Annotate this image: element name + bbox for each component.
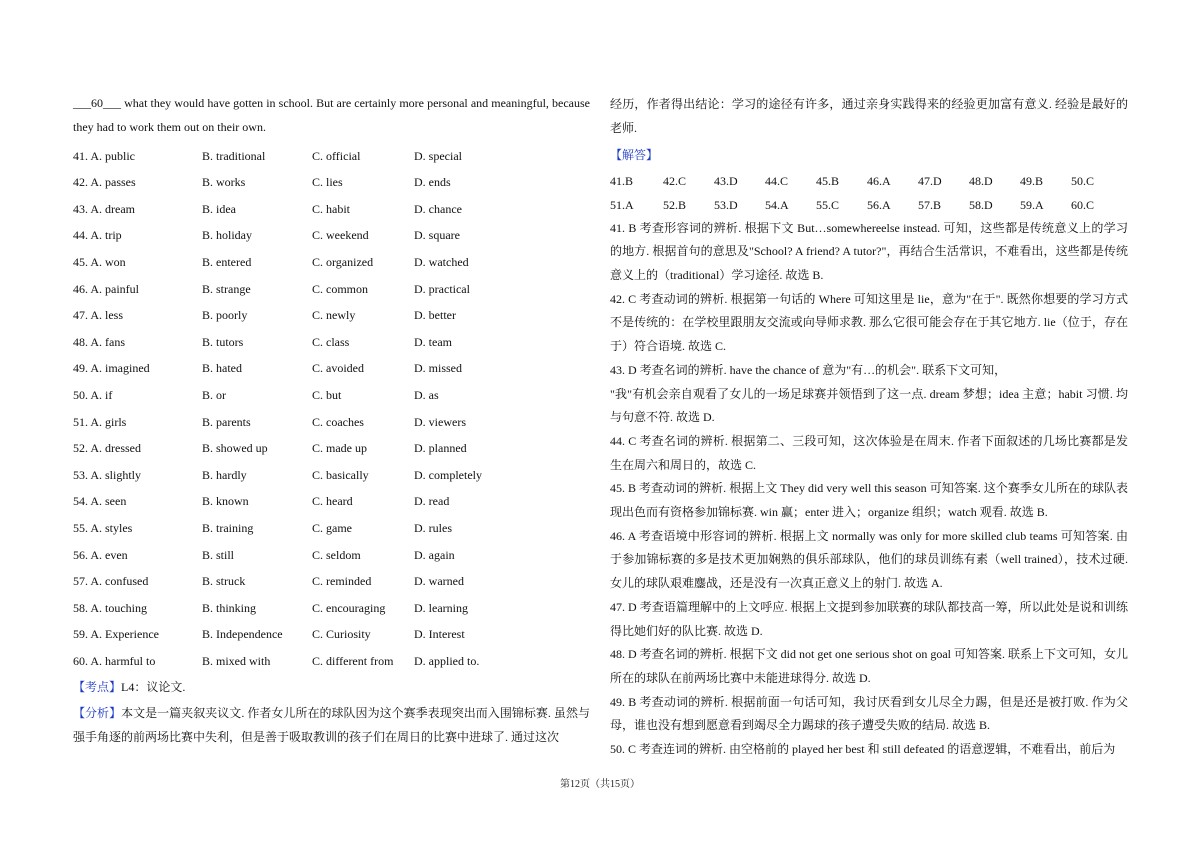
option-text: C. game	[312, 520, 352, 535]
question-row	[73, 595, 590, 622]
answer-item: 52.B	[663, 197, 687, 212]
option-text: A. harmful to	[90, 653, 156, 668]
option-c	[312, 222, 369, 249]
question-number: 47.	[73, 308, 88, 323]
question-options-list	[73, 143, 590, 675]
option-text: C. different from	[312, 653, 394, 668]
answer-item: 48.D	[969, 173, 993, 188]
fenxi-continued: 经历，作者得出结论：学习的途径有许多，通过亲身实践得来的经验更加富有意义. 经验是最好的老师.	[610, 97, 1128, 135]
option-a	[73, 382, 112, 409]
kaodian-tag: 【考点】	[73, 680, 122, 695]
option-c	[312, 355, 364, 382]
fenxi-tag: 【分析】	[73, 706, 122, 721]
option-text: A. imagined	[90, 361, 150, 376]
option-text: C. class	[312, 334, 350, 349]
option-text: B. parents	[202, 414, 251, 429]
answer-item: 56.A	[867, 197, 891, 212]
option-text: D. square	[414, 228, 460, 243]
option-text: B. mixed with	[202, 653, 271, 668]
option-d	[414, 382, 439, 409]
option-d	[414, 302, 456, 329]
option-b	[202, 488, 249, 515]
option-text: B. hardly	[202, 467, 247, 482]
option-text: C. made up	[312, 441, 367, 456]
option-text: D. special	[414, 148, 462, 163]
option-c	[312, 435, 367, 462]
question-row	[73, 196, 590, 223]
option-text: B. thinking	[202, 600, 257, 615]
option-c	[312, 542, 361, 569]
answer-item: 44.C	[765, 173, 789, 188]
answer-item: 60.C	[1071, 197, 1095, 212]
question-row	[73, 355, 590, 382]
option-a	[73, 196, 135, 223]
question-row	[73, 249, 590, 276]
option-text: D. Interest	[414, 627, 465, 642]
option-d	[414, 276, 470, 303]
option-a	[73, 276, 139, 303]
option-text: D. applied to.	[414, 653, 480, 668]
option-c	[312, 196, 350, 223]
option-c	[312, 462, 369, 489]
option-b	[202, 302, 247, 329]
option-text: C. Curiosity	[312, 627, 371, 642]
answer-item: 54.A	[765, 197, 789, 212]
option-text: B. strange	[202, 281, 251, 296]
option-text: A. if	[90, 387, 113, 402]
option-a	[73, 621, 159, 648]
explanation-paragraph: 50. C 考查连词的辨析. 由空格前的 played her best 和 still defeated 的语意逻辑，不难看出，前后为	[610, 742, 1116, 757]
option-d	[414, 435, 467, 462]
option-text: B. tutors	[202, 334, 244, 349]
option-text: D. planned	[414, 441, 467, 456]
question-row	[73, 435, 590, 462]
option-text: B. hated	[202, 361, 242, 376]
option-text: D. completely	[414, 467, 482, 482]
question-number: 58.	[73, 600, 88, 615]
option-c	[312, 648, 393, 675]
option-a	[73, 409, 126, 436]
question-row	[73, 568, 590, 595]
option-a	[73, 648, 155, 675]
answer-item: 53.D	[714, 197, 738, 212]
option-d	[414, 409, 466, 436]
option-c	[312, 169, 343, 196]
question-number: 55.	[73, 520, 88, 535]
option-text: B. showed up	[202, 441, 268, 456]
option-b	[202, 621, 283, 648]
option-b	[202, 222, 252, 249]
answer-item: 47.D	[918, 173, 942, 188]
answer-item: 43.D	[714, 173, 738, 188]
option-text: B. struck	[202, 574, 246, 589]
question-number: 51.	[73, 414, 88, 429]
option-c	[312, 276, 368, 303]
question-row	[73, 329, 590, 356]
option-text: D. chance	[414, 201, 462, 216]
option-text: A. less	[90, 308, 124, 323]
option-text: B. holiday	[202, 228, 252, 243]
option-text: A. confused	[90, 574, 149, 589]
option-text: D. learning	[414, 600, 468, 615]
option-b	[202, 648, 270, 675]
explanations-list	[610, 217, 1128, 762]
option-text: D. team	[414, 334, 452, 349]
option-text: D. again	[414, 547, 455, 562]
option-b	[202, 196, 236, 223]
question-number: 59.	[73, 627, 88, 642]
answer-item: 57.B	[918, 197, 942, 212]
option-text: C. basically	[312, 467, 369, 482]
option-text: C. lies	[312, 175, 343, 190]
question-row	[73, 542, 590, 569]
question-row	[73, 222, 590, 249]
option-b	[202, 462, 247, 489]
option-text: B. or	[202, 387, 226, 402]
question-row	[73, 276, 590, 303]
answer-item: 41.B	[610, 173, 634, 188]
question-row	[73, 382, 590, 409]
option-a	[73, 143, 135, 170]
question-number: 42.	[73, 175, 88, 190]
answers-row-2	[610, 193, 1128, 217]
option-text: D. practical	[414, 281, 470, 296]
question-number: 41.	[73, 148, 88, 163]
explanation-paragraph: 46. A 考查语境中形容词的辨析. 根据上文 normally was only for more skilled club teams 可知答案. 由于参加锦标赛的多是技术更加娴熟的俱乐部球队，他们的球员训练有素（well trained），技术过硬. 女儿的球队艰难鏖战，还是没有一次真正意义上的射门. 故选 A.	[610, 528, 1128, 591]
option-b	[202, 435, 268, 462]
answers-row-1	[610, 169, 1128, 193]
option-text: D. missed	[414, 361, 462, 376]
option-a	[73, 488, 126, 515]
question-row	[73, 409, 590, 436]
option-b	[202, 329, 243, 356]
option-text: D. viewers	[414, 414, 466, 429]
explanation-paragraph: 42. C 考查动词的辨析. 根据第一句话的 Where 可知这里是 lie，意为"在于". 既然你想要的学习方式不是传统的：在学校里跟朋友交流或向导师求教. 那么它很可能会存在于其它地方. lie（位于，存在于）符合语境. 故选 C.	[610, 291, 1128, 354]
passage-end: ___60___ what they would have gotten in school. But are certainly more personal and meaningful, because they had to work them out on their own.	[73, 96, 590, 134]
option-text: C. avoided	[312, 361, 364, 376]
option-c	[312, 382, 341, 409]
option-text: C. organized	[312, 254, 374, 269]
explanation-paragraph: 48. D 考查名词的辨析. 根据下文 did not get one serious shot on goal 可知答案. 联系上下文可知，女儿所在的球队在前两场比赛中未能进球得分. 故选 D.	[610, 647, 1128, 685]
option-text: B. works	[202, 175, 246, 190]
option-text: B. known	[202, 494, 249, 509]
right-column	[610, 92, 1128, 762]
option-c	[312, 568, 371, 595]
option-a	[73, 435, 141, 462]
option-d	[414, 542, 455, 569]
option-text: A. styles	[90, 520, 133, 535]
option-b	[202, 169, 245, 196]
option-text: C. weekend	[312, 228, 369, 243]
option-text: A. touching	[90, 600, 148, 615]
option-d	[414, 329, 452, 356]
question-number: 48.	[73, 334, 88, 349]
option-c	[312, 409, 364, 436]
option-text: C. reminded	[312, 574, 372, 589]
option-d	[414, 169, 451, 196]
option-text: A. public	[90, 148, 136, 163]
option-d	[414, 355, 462, 382]
question-number: 57.	[73, 574, 88, 589]
option-text: A. Experience	[90, 627, 159, 642]
option-c	[312, 488, 353, 515]
fenxi-text: 本文是一篇夹叙夹议文. 作者女儿所在的球队因为这个赛季表现突出而入围锦标赛. 虽然与强手角逐的前两场比赛中失利，但是善于吸取教训的孩子们在周日的比赛中进球了. 通过这次	[73, 706, 590, 745]
question-number: 46.	[73, 281, 88, 296]
option-text: C. newly	[312, 308, 356, 323]
option-b	[202, 595, 256, 622]
question-number: 50.	[73, 387, 88, 402]
option-a	[73, 249, 126, 276]
option-d	[414, 143, 462, 170]
option-a	[73, 462, 141, 489]
option-text: C. encouraging	[312, 600, 386, 615]
explanation-paragraph: "我"有机会亲自观看了女儿的一场足球赛并领悟到了这一点. dream 梦想；idea 主意；habit 习惯. 均与句意不符. 故选 D.	[610, 386, 1128, 425]
option-c	[312, 249, 373, 276]
option-b	[202, 542, 234, 569]
option-b	[202, 515, 253, 542]
option-text: B. poorly	[202, 308, 248, 323]
option-d	[414, 568, 464, 595]
page-footer: 第12页（共15页）	[560, 779, 640, 790]
question-number: 60.	[73, 653, 88, 668]
question-row	[73, 648, 590, 675]
kaodian-text: L4：议论文.	[121, 680, 186, 695]
fenxi-paragraph	[73, 701, 590, 749]
question-number: 43.	[73, 201, 88, 216]
explanation-paragraph: 44. C 考查名词的辨析. 根据第二、三段可知，这次体验是在周末. 作者下面叙述的几场比赛都是发生在周六和周日的，故选 C.	[610, 433, 1128, 472]
option-text: B. entered	[202, 254, 252, 269]
explanation-paragraph: 47. D 考查语篇理解中的上文呼应. 根据上文提到参加联赛的球队都技高一筹，所以此处是说和训练得比她们好的队比赛. 故选 D.	[610, 599, 1128, 638]
option-text: A. even	[90, 547, 128, 562]
option-text: A. dream	[90, 201, 135, 216]
option-b	[202, 276, 251, 303]
answer-item: 51.A	[610, 197, 634, 212]
question-row	[73, 462, 590, 489]
option-c	[312, 595, 385, 622]
option-a	[73, 595, 147, 622]
option-d	[414, 462, 482, 489]
jieda-line	[610, 142, 1128, 169]
option-text: A. trip	[90, 228, 122, 243]
option-c	[312, 621, 371, 648]
question-number: 45.	[73, 254, 88, 269]
option-b	[202, 143, 265, 170]
option-text: B. still	[202, 547, 235, 562]
option-text: A. slightly	[90, 467, 142, 482]
explanation-paragraph: 43. D 考查名词的辨析. have the chance of 意为"有…的机会". 联系下文可知，	[610, 362, 1007, 377]
answer-item: 45.B	[816, 173, 840, 188]
question-number: 54.	[73, 494, 88, 509]
question-number: 53.	[73, 467, 88, 482]
option-a	[73, 302, 123, 329]
option-text: A. won	[90, 254, 126, 269]
option-text: A. dressed	[90, 441, 141, 456]
answer-item: 42.C	[663, 173, 687, 188]
option-text: C. official	[312, 148, 361, 163]
option-a	[73, 169, 136, 196]
option-text: C. heard	[312, 494, 353, 509]
option-d	[414, 515, 452, 542]
option-b	[202, 355, 242, 382]
option-a	[73, 222, 122, 249]
option-d	[414, 595, 468, 622]
explanation-paragraph: 41. B 考查形容词的辨析. 根据下文 But…somewhereelse instead. 可知，这些都是传统意义上的学习的地方. 根据首句的意思及"School? A friend? A tutor?"，再结合生活常识，不难看出，这些都是传统意义上的（traditional）学习途径. 故选 B.	[610, 220, 1128, 282]
explanation-paragraph: 45. B 考查动词的辨析. 根据上文 They did very well this season 可知答案. 这个赛季女儿所在的球队表现出色而有资格参加锦标赛. win 赢；enter 进入；organize 组织；watch 观看. 故选 B.	[610, 481, 1128, 520]
option-d	[414, 249, 469, 276]
option-b	[202, 409, 251, 436]
question-number: 52.	[73, 441, 88, 456]
option-c	[312, 515, 352, 542]
option-text: C. but	[312, 387, 342, 402]
option-text: D. better	[414, 308, 456, 323]
option-text: B. Independence	[202, 627, 283, 642]
kaodian-line	[73, 674, 590, 701]
option-c	[312, 143, 360, 170]
question-row	[73, 302, 590, 329]
option-a	[73, 355, 150, 382]
option-d	[414, 196, 462, 223]
option-text: A. passes	[90, 175, 136, 190]
question-number: 44.	[73, 228, 88, 243]
answer-item: 50.C	[1071, 173, 1095, 188]
option-text: B. training	[202, 520, 254, 535]
option-text: D. ends	[414, 175, 451, 190]
option-d	[414, 222, 460, 249]
option-a	[73, 329, 125, 356]
option-text: A. fans	[90, 334, 126, 349]
option-b	[202, 382, 226, 409]
question-row	[73, 143, 590, 170]
option-c	[312, 302, 355, 329]
question-row	[73, 621, 590, 648]
question-row	[73, 169, 590, 196]
option-text: C. habit	[312, 201, 350, 216]
question-row	[73, 515, 590, 542]
option-c	[312, 329, 349, 356]
answer-item: 46.A	[867, 173, 891, 188]
option-text: C. seldom	[312, 547, 361, 562]
answer-item: 49.B	[1020, 173, 1044, 188]
option-text: D. warned	[414, 574, 464, 589]
question-number: 49.	[73, 361, 88, 376]
option-text: C. coaches	[312, 414, 364, 429]
option-d	[414, 648, 479, 675]
option-a	[73, 542, 128, 569]
option-text: A. girls	[90, 414, 127, 429]
option-d	[414, 488, 449, 515]
option-text: D. watched	[414, 254, 469, 269]
left-column	[73, 92, 590, 751]
explanation-paragraph: 49. B 考查动词的辨析. 根据前面一句话可知，我讨厌看到女儿尽全力踢，但是还是被打败. 作为父母，谁也没有想到愿意看到竭尽全力踢球的孩子遭受失败的结局. 故选 B.	[610, 694, 1128, 733]
option-d	[414, 621, 465, 648]
option-text: D. as	[414, 387, 439, 402]
option-text: A. painful	[90, 281, 139, 296]
question-row	[73, 488, 590, 515]
option-text: B. traditional	[202, 148, 266, 163]
option-text: A. seen	[90, 494, 127, 509]
option-b	[202, 249, 251, 276]
question-number: 56.	[73, 547, 88, 562]
option-text: D. read	[414, 494, 450, 509]
answer-item: 59.A	[1020, 197, 1044, 212]
answer-item: 58.D	[969, 197, 993, 212]
jieda-tag: 【解答】	[610, 148, 659, 162]
option-text: C. common	[312, 281, 368, 296]
answer-item: 55.C	[816, 197, 840, 212]
option-text: D. rules	[414, 520, 452, 535]
option-text: B. idea	[202, 201, 236, 216]
option-a	[73, 568, 148, 595]
option-a	[73, 515, 132, 542]
option-b	[202, 568, 245, 595]
